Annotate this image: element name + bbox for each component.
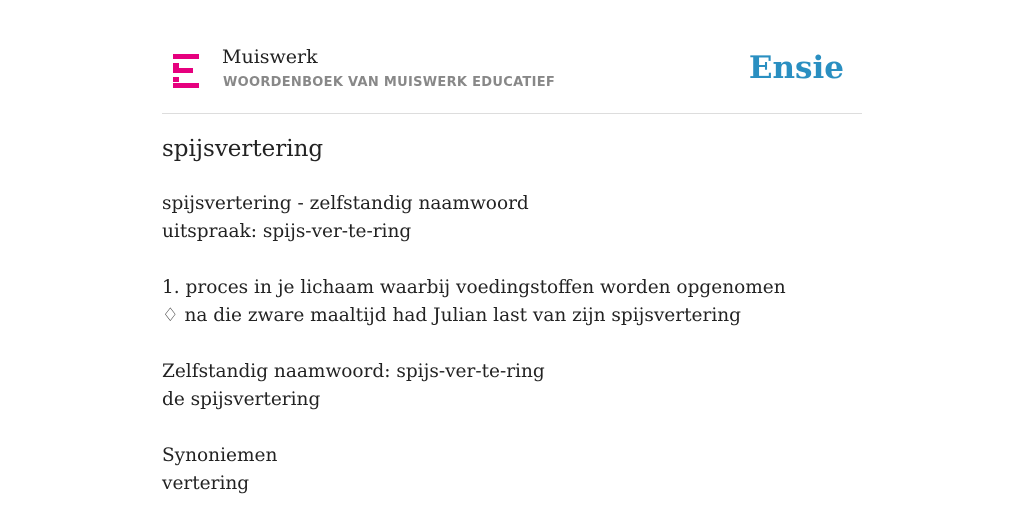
site-header [162, 38, 862, 114]
entry-line-blank [162, 414, 862, 442]
publisher-name[interactable]: Muiswerk [222, 46, 318, 68]
entry-line-synonyms-heading: Synoniemen [162, 445, 278, 466]
entry-body [162, 190, 862, 498]
entry-line-word-class: spijsvertering - zelfstandig naamwoord [162, 193, 529, 214]
entry-line-blank [162, 246, 862, 274]
page-title: spijsvertering [162, 136, 324, 162]
logo-bar-top [173, 54, 199, 59]
ensie-logo[interactable]: Ensie [748, 50, 844, 86]
logo-bar-stub-2 [173, 77, 179, 82]
entry-line-example: ♢ na die zware maaltijd had Julian last van zijn spijsvertering [162, 305, 742, 326]
entry-line-pronunciation: uitspraak: spijs-ver-te-ring [162, 221, 412, 242]
logo-bar-middle [173, 68, 193, 73]
logo-bar-bottom [173, 83, 199, 88]
publisher-subtitle: WOORDENBOEK VAN MUISWERK EDUCATIEF [223, 75, 556, 90]
entry-line-hyphenation: Zelfstandig naamwoord: spijs-ver-te-ring [162, 361, 545, 382]
entry-line-definition: 1. proces in je lichaam waarbij voedingstoffen worden opgenomen [162, 277, 786, 298]
entry-line-article: de spijsvertering [162, 389, 321, 410]
muiswerk-logo-icon[interactable] [173, 54, 199, 88]
entry-line-blank [162, 330, 862, 358]
entry-line-synonym: vertering [162, 473, 250, 494]
